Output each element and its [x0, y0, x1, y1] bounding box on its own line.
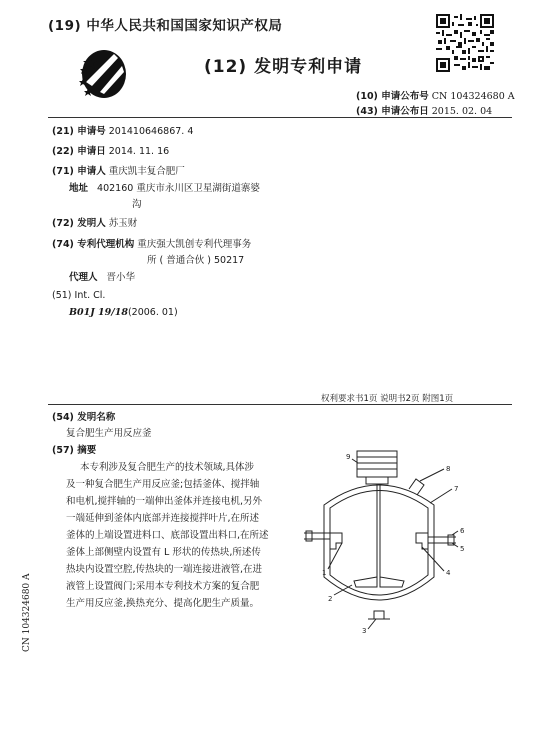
abstract-line-3: 和电机,搅拌轴的一端伸出釜体并连接电机,另外 — [66, 496, 263, 507]
figure-label-6: 6 — [460, 527, 465, 535]
agent-label: 代理人 — [69, 272, 98, 283]
int-cl-row — [69, 307, 178, 318]
abstract-line-7: 热块内设置空腔,传热块的一端连接进液管,在进 — [66, 564, 263, 575]
pages-note: 权利要求书1页 说明书2页 附图1页 — [321, 394, 454, 404]
qr-code-icon — [436, 14, 494, 72]
int-cl-code: B01J 19/18 — [69, 307, 128, 318]
agency-line-1: 重庆强大凯创专利代理事务 — [137, 239, 252, 250]
side-publication-number: CN 104324680 A — [22, 573, 32, 652]
inventor: 苏玉财 — [108, 218, 138, 229]
agent: 晋小华 — [106, 272, 136, 283]
cnipa-logo-icon — [74, 46, 134, 102]
document-type: (12) 发明专利申请 — [204, 57, 363, 77]
application-date-label: (22) 申请日 — [52, 146, 106, 157]
int-cl-label: (51) Int. Cl. — [52, 290, 106, 301]
inventor-row — [52, 215, 137, 229]
abstract-line-1-text: 本专利涉及复合肥生产的技术领域,具体涉 — [80, 462, 255, 473]
office-title: (19) 中华人民共和国国家知识产权局 — [48, 18, 283, 34]
figure-label-2: 2 — [328, 595, 333, 603]
agency-line-2: 所 ( 普通合伙 ) 50217 — [147, 255, 245, 266]
title-label — [52, 409, 115, 423]
publication-date-label: (43) 申请公布日 — [356, 106, 429, 117]
publication-date-row — [356, 103, 492, 117]
applicant: 重庆凯丰复合肥厂 — [108, 166, 185, 177]
motor-shape — [357, 451, 397, 477]
abstract-label — [52, 442, 96, 456]
applicant-row — [52, 163, 185, 177]
abstract-line-6: 釜体上部侧壁内设置有 L 形状的传热块,所述传 — [66, 547, 261, 558]
application-number-label: (21) 申请号 — [52, 126, 106, 137]
figure-label-3: 3 — [362, 627, 367, 635]
inventor-label: (72) 发明人 — [52, 218, 106, 229]
header-rule — [48, 117, 512, 118]
abstract-line-5: 釜体的上端设置进料口、底部设置出料口,在所述 — [66, 530, 269, 541]
address-line-2: 沟 — [132, 199, 142, 210]
figure-label-9: 9 — [346, 453, 351, 461]
abstract-line-4: 一端延伸到釜体内底部并连接搅拌叶片,在所述 — [66, 513, 260, 524]
address-label: 地址 — [69, 183, 89, 194]
figure-label-4: 4 — [446, 569, 451, 577]
address-line-1: 402160 重庆市永川区卫星湖街道寨婆 — [97, 183, 260, 194]
application-number-row — [52, 123, 193, 137]
title-label-text: (54) 发明名称 — [52, 412, 116, 423]
heat-block-right — [416, 533, 428, 549]
figure-label-5: 5 — [460, 545, 465, 553]
publication-number-label: (10) 申请公布号 — [356, 91, 429, 102]
abstract-line-1 — [66, 459, 276, 473]
abstract-label-text: (57) 摘要 — [52, 445, 97, 456]
figure-label-8: 8 — [446, 465, 451, 473]
publication-number: CN 104324680 A — [431, 91, 515, 102]
abstract-line-9: 生产用反应釜,换热充分、提高化肥生产质量。 — [66, 598, 260, 609]
invention-title: 复合肥生产用反应釜 — [66, 428, 152, 439]
publication-number-row — [356, 88, 515, 102]
publication-date: 2015. 02. 04 — [431, 106, 493, 117]
application-date-row — [52, 143, 169, 157]
agent-row — [69, 269, 135, 283]
application-date: 2014. 11. 16 — [108, 146, 170, 157]
address-row — [69, 180, 260, 194]
int-cl-year: (2006. 01) — [127, 307, 178, 318]
application-number: 201410646867. 4 — [108, 126, 194, 137]
abstract-line-8: 液管上设置阀门;采用本专利技术方案的复合肥 — [66, 581, 260, 592]
figure-label-1: 1 — [322, 569, 327, 577]
agency-label: (74) 专利代理机构 — [52, 239, 135, 250]
applicant-label: (71) 申请人 — [52, 166, 106, 177]
middle-rule — [48, 404, 512, 405]
abstract-line-2: 及一种复合肥生产用反应釜;包括釜体、搅拌轴 — [66, 479, 260, 490]
reactor-drawing — [284, 445, 494, 635]
figure-label-7: 7 — [454, 485, 459, 493]
agency-row — [52, 236, 251, 250]
